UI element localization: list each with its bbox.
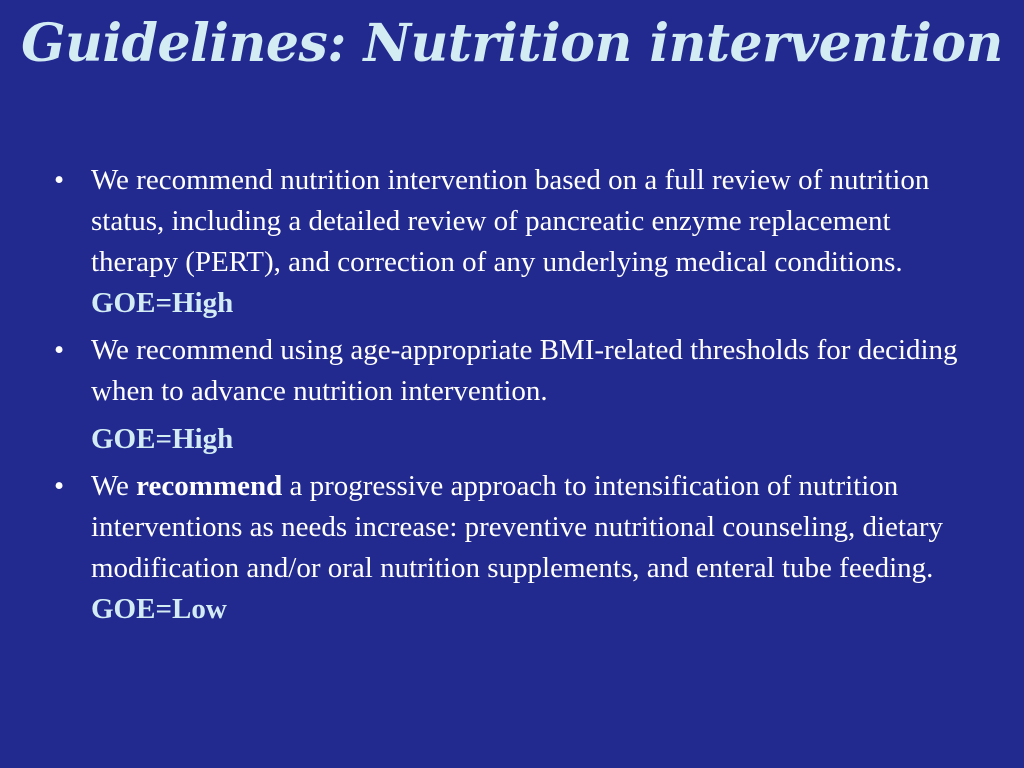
goe-rating: GOE=Low bbox=[91, 593, 227, 625]
goe-rating: GOE=High bbox=[91, 287, 234, 319]
bullet-dot-icon: • bbox=[54, 470, 65, 502]
bullet-text-rest: a progressive approach to intensification of nutrition interventions as needs increase: preventive nutritional counseling, dietary modification and/or oral nutrition supplements, and enteral tube feeding. bbox=[91, 470, 944, 584]
bullet-text: We recommend using age-appropriate BMI-related thresholds for deciding when to advance nutrition intervention. bbox=[91, 334, 958, 407]
goe-rating: GOE=High bbox=[91, 423, 234, 455]
bullet-dot-icon: • bbox=[54, 164, 65, 196]
bullet-item-3 bbox=[54, 466, 974, 630]
bullet-list bbox=[54, 160, 974, 636]
bullet-text bbox=[91, 466, 974, 589]
slide-title: Guidelines: Nutrition intervention bbox=[21, 13, 1003, 74]
bullet-item-2 bbox=[54, 330, 974, 460]
bullet-text: We recommend nutrition intervention based on a full review of nutrition status, including a detailed review of pancreatic enzyme replacement therapy (PERT), and correction of any underlying medical conditions. bbox=[91, 164, 930, 278]
bullet-dot-icon: • bbox=[54, 334, 65, 366]
bullet-text-emphasis: recommend bbox=[136, 470, 283, 502]
bullet-item-1 bbox=[54, 160, 974, 324]
bullet-text-lead: We bbox=[91, 470, 137, 502]
